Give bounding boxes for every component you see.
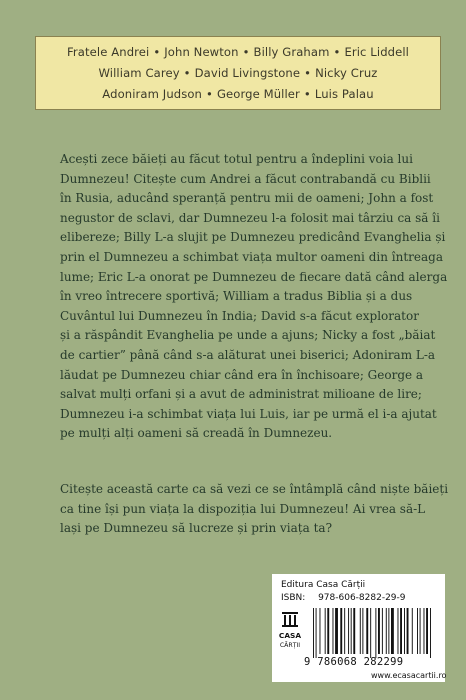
barcode-bar: [412, 608, 413, 654]
barcode-bar: [386, 608, 387, 654]
person-name: Eric Liddell: [344, 45, 409, 59]
barcode-digits: 9 786068 282299: [304, 656, 404, 668]
blurb-line: de cartier” până când s-a alăturat unei biserici; Adoniram L-a: [60, 347, 436, 362]
barcode-bar: [382, 608, 383, 654]
barcode-bar: [366, 608, 368, 654]
person-name: Nicky Cruz: [315, 66, 378, 80]
blurb-paragraph-2: [60, 480, 449, 539]
blurb-line: salvat mulți orfani și a avut de administrat milioane de lire;: [60, 387, 422, 402]
barcode-bar: [325, 608, 326, 654]
person-name: George Müller: [216, 87, 300, 101]
person-name: David Livingstone: [194, 66, 301, 80]
barcode-icon: [311, 608, 439, 660]
blurb-paragraph-1: [60, 150, 448, 444]
blurb-line: Dumnezeu! Citește cum Andrei a făcut contrabandă cu Biblii: [60, 171, 431, 186]
barcode-bar: [400, 608, 402, 654]
person-name: Adoniram Judson: [102, 87, 203, 101]
publisher-logo-icon: [279, 611, 301, 653]
bullet-separator: •: [304, 66, 312, 80]
blurb-line: lași pe Dumnezeu să lucreze și prin viața ta?: [60, 521, 332, 536]
person-name: Fratele Andrei: [67, 45, 150, 59]
barcode-bar: [360, 608, 361, 654]
names-line-1: [44, 42, 432, 63]
blurb-line: Cuvântul lui Dumnezeu în India; David s-a făcut explorator: [60, 308, 419, 323]
barcode-bar: [420, 608, 421, 654]
barcode-bar: [313, 608, 314, 658]
barcode-bar: [370, 608, 371, 658]
bullet-separator: •: [333, 45, 341, 59]
blurb-line: pe mulți alți oameni să creadă în Dumnezeu.: [60, 426, 333, 441]
barcode-bar: [407, 608, 409, 654]
isbn-barcode-box: [272, 574, 445, 682]
publisher-website: www.ecasacartii.ro: [371, 671, 447, 680]
blurb-line: Dumnezeu i-a schimbat viața lui Luis, iar pe urmă el i-a ajutat: [60, 406, 437, 421]
person-name: Luis Palau: [314, 87, 374, 101]
blurb-line: ca tine își pun viața la dispoziția lui Dumnezeu! Ai vrea să-L: [60, 501, 426, 516]
bullet-separator: •: [153, 45, 161, 59]
bullet-separator: •: [303, 87, 311, 101]
blurb-line: lume; Eric L-a onorat pe Dumnezeu de fiecare dată când alerga: [60, 269, 448, 284]
bullet-separator: •: [242, 45, 250, 59]
bullet-separator: •: [183, 66, 191, 80]
barcode-bar: [348, 608, 349, 654]
names-line-2: [44, 63, 432, 84]
logo-text-line-1: CASA: [279, 631, 301, 640]
barcode-bar: [391, 608, 394, 654]
person-name: Billy Graham: [253, 45, 330, 59]
blurb-line: în vreo întrecere sportivă; William a tradus Biblia și a dus: [60, 289, 413, 304]
barcode-bar: [417, 608, 418, 654]
names-line-3: [44, 84, 432, 105]
author-names-banner: [35, 36, 441, 110]
blurb-line: elibereze; Billy L-a slujit pe Dumnezeu predicând Evanghelia și: [60, 230, 446, 245]
barcode-bar: [375, 608, 376, 658]
barcode-bar: [351, 608, 352, 654]
isbn-line: [281, 593, 406, 603]
barcode-bar: [335, 608, 338, 654]
barcode-bar: [362, 608, 363, 654]
blurb-line: negustor de sclavi, dar Dumnezeu l-a folosit mai târziu ca să îi: [60, 210, 440, 225]
blurb-line: lăudat pe Dumnezeu chiar când era în închisoare; George a: [60, 367, 424, 382]
barcode-bar: [340, 608, 342, 654]
isbn-value: 978-606-8282-29-9: [318, 593, 406, 603]
barcode-bar: [388, 608, 389, 654]
barcode-bar: [378, 608, 380, 654]
logo-text-line-2: CĂRȚII: [279, 642, 301, 649]
barcode-bar: [424, 608, 425, 654]
blurb-line: în Rusia, aducând speranță pentru mii de oameni; John a fost: [60, 191, 434, 206]
person-name: William Carey: [98, 66, 180, 80]
person-name: John Newton: [164, 45, 239, 59]
barcode-bar: [430, 608, 431, 658]
blurb-line: Citește această carte ca să vezi ce se întâmplă când niște băieți: [60, 482, 449, 496]
barcode-bar: [404, 608, 405, 654]
barcode-bar: [344, 608, 345, 654]
bullet-separator: •: [206, 87, 213, 101]
barcode-bar: [353, 608, 355, 654]
blurb-line: și a răspândit Evanghelia pe unde a ajuns; Nicky a fost „băiat: [60, 328, 436, 343]
publisher-name: Editura Casa Cărții: [281, 580, 366, 590]
barcode-bar: [398, 608, 399, 654]
barcode-bar: [426, 608, 428, 654]
barcode-bar: [316, 608, 317, 658]
blurb-line: prin el Dumnezeu a schimbat viața multor oameni din întreaga: [60, 249, 443, 264]
barcode-bar: [320, 608, 321, 654]
barcode-bar: [327, 608, 329, 654]
barcode-bar: [333, 608, 334, 654]
isbn-label: ISBN:: [281, 593, 306, 603]
blurb-line: Acești zece băieți au făcut totul pentru a îndeplini voia lui: [60, 152, 413, 166]
